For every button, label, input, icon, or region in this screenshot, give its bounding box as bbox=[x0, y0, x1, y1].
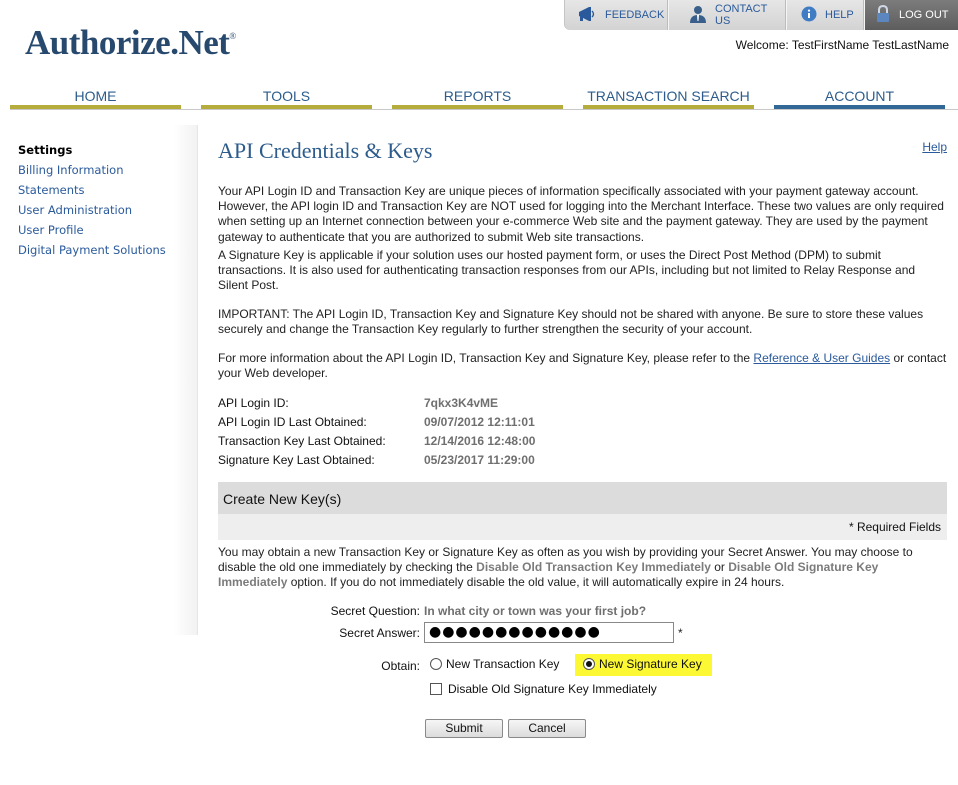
transaction-key-obtained-value: 12/14/2016 12:48:00 bbox=[424, 434, 536, 448]
api-login-id-value: 7qkx3K4vME bbox=[424, 396, 499, 410]
main-nav bbox=[10, 88, 958, 110]
required-fields-note: * Required Fields bbox=[218, 514, 947, 540]
intro-paragraph: Your API Login ID and Transaction Key are unique pieces of information specifically associated with your payment gateway account. However, the API login ID and Transaction Key are NOT used for logging into the Merchant Interface. These two values are only required when setting up an Internet connection between your e-commerce Web site and the payment gateway. They are used by the payment gateway to authenticate that you are authorized to submit Web site transactions. bbox=[218, 184, 944, 244]
page-title: API Credentials & Keys bbox=[218, 138, 433, 163]
create-keys-header: Create New Key(s) bbox=[218, 482, 947, 514]
disable-old-signature-key-checkbox[interactable]: Disable Old Signature Key Immediately bbox=[430, 682, 657, 696]
feedback-link[interactable] bbox=[564, 0, 668, 30]
utility-bar bbox=[564, 0, 958, 30]
tab-account[interactable]: ACCOUNT bbox=[774, 88, 945, 110]
radio-new-transaction-key[interactable]: New Transaction Key bbox=[430, 657, 559, 671]
signature-key-obtained-label: Signature Key Last Obtained: bbox=[218, 453, 375, 467]
radio-circle bbox=[430, 658, 442, 670]
tab-transaction-search[interactable]: TRANSACTION SEARCH bbox=[583, 88, 754, 110]
create-intro-paragraph: You may obtain a new Transaction Key or Signature Key as often as you wish by providing your Secret Answer. You may choose to disable the old one immediately by checking the Disable Old Transaction Key Immediately or Disable Old Signature Key Immediately option. If you do not immediately disable the old value, it will automatically expire in 24 hours. bbox=[218, 545, 913, 590]
log-out-label: LOG OUT bbox=[899, 9, 949, 21]
contact-us-label: CONTACT US bbox=[715, 3, 768, 27]
info-icon bbox=[801, 6, 817, 25]
obtain-label: Obtain: bbox=[381, 659, 420, 673]
login-id-obtained-value: 09/07/2012 12:11:01 bbox=[424, 415, 535, 429]
secret-question-value: In what city or town was your first job? bbox=[424, 604, 647, 618]
login-id-obtained-label: API Login ID Last Obtained: bbox=[218, 415, 367, 429]
sidebar-item-statements[interactable]: Statements bbox=[18, 183, 85, 197]
api-login-id-label: API Login ID: bbox=[218, 396, 289, 410]
secret-answer-input[interactable]: ●●●●●●●●●●●●● bbox=[424, 622, 674, 643]
tab-reports[interactable]: REPORTS bbox=[392, 88, 563, 110]
checkbox-box bbox=[430, 683, 442, 695]
reference-guides-link[interactable]: Reference & User Guides bbox=[753, 351, 891, 365]
help-util-label: HELP bbox=[825, 9, 854, 21]
signature-key-obtained-value: 05/23/2017 11:29:00 bbox=[424, 453, 535, 467]
secret-answer-label: Secret Answer: bbox=[339, 626, 420, 640]
cancel-button[interactable]: Cancel bbox=[508, 719, 586, 738]
more-info-paragraph: For more information about the API Login ID, Transaction Key and Signature Key, please refer to the Reference & User Guides or contact your Web developer. bbox=[218, 351, 947, 381]
sidebar-item-user-administration[interactable]: User Administration bbox=[18, 203, 133, 217]
nav-divider bbox=[10, 109, 958, 110]
sidebar-item-billing-information[interactable]: Billing Information bbox=[18, 163, 124, 177]
megaphone-icon bbox=[577, 6, 597, 25]
sidebar-item-digital-payment-solutions[interactable]: Digital Payment Solutions bbox=[18, 243, 166, 257]
help-util-link[interactable] bbox=[786, 0, 864, 30]
lock-icon bbox=[875, 5, 891, 26]
tab-home[interactable]: HOME bbox=[10, 88, 181, 110]
important-paragraph: IMPORTANT: The API Login ID, Transaction Key and Signature Key should not be shared with anyone. Be sure to store these values securely and change the Transaction Key regularly to further strengthen the security of your account. bbox=[218, 307, 924, 337]
submit-button[interactable]: Submit bbox=[425, 719, 503, 738]
welcome-message: Welcome: TestFirstName TestLastName bbox=[735, 38, 949, 52]
secret-question-label: Secret Question: bbox=[330, 604, 420, 618]
contact-us-link[interactable] bbox=[668, 0, 786, 30]
person-icon bbox=[689, 5, 707, 26]
radio-circle-selected bbox=[583, 658, 595, 670]
help-link[interactable]: Help bbox=[922, 140, 947, 154]
registered-mark: ® bbox=[229, 31, 236, 41]
sidebar bbox=[0, 125, 198, 635]
authorize-net-logo[interactable]: Authorize.Net® bbox=[25, 23, 236, 62]
tab-tools[interactable]: TOOLS bbox=[201, 88, 372, 110]
sidebar-item-settings[interactable]: Settings bbox=[18, 143, 73, 157]
sidebar-item-user-profile[interactable]: User Profile bbox=[18, 223, 84, 237]
feedback-label: FEEDBACK bbox=[605, 9, 665, 21]
signature-key-paragraph: A Signature Key is applicable if your solution uses our hosted payment form, or uses the Direct Post Method (DPM) to submit transactions. It is also used for authenticating transaction responses from our APIs, including but not limited to Relay Response and Silent Post. bbox=[218, 248, 916, 293]
radio-new-signature-key[interactable]: New Signature Key bbox=[583, 657, 702, 671]
transaction-key-obtained-label: Transaction Key Last Obtained: bbox=[218, 434, 386, 448]
log-out-link[interactable] bbox=[864, 0, 958, 30]
required-star: * bbox=[678, 626, 683, 640]
